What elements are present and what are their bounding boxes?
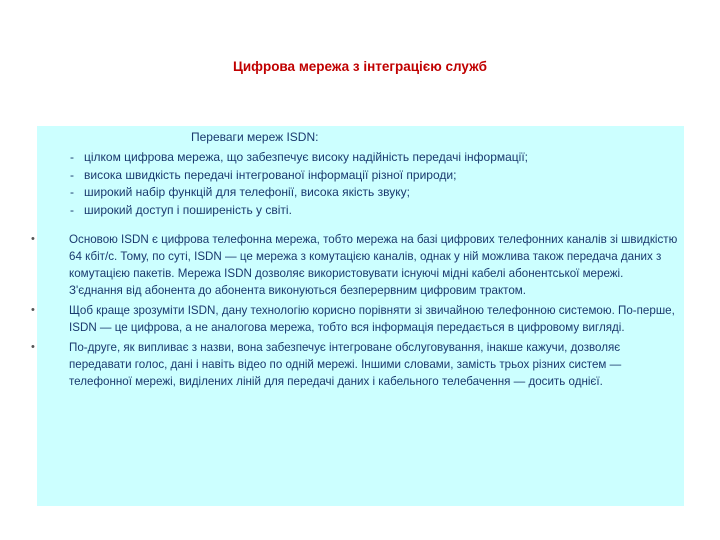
list-item (70, 167, 670, 185)
list-item (31, 302, 684, 336)
list-item (70, 184, 670, 202)
list-item (70, 149, 670, 167)
advantages-list (70, 149, 670, 219)
bullet-icon: • (31, 304, 35, 316)
slide-title: Цифрова мережа з інтеграцією служб (232, 59, 488, 74)
bullet-list (31, 231, 684, 393)
bullet-icon: • (31, 341, 35, 353)
advantage-text: широкий доступ і поширеність у світі. (84, 202, 292, 217)
bullet-text: Основою ISDN є цифрова телефонна мережа, тобто мережа на базі цифрових телефонних каналів зі швидкістю 64 кбіт/с. Тому, по суті, ISDN — це мережа з комутацією каналів, однак у ній можлива також передача даних з комутацією пакетів. Мережа ISDN дозволяє використовувати існуючі мідні кабелі абонентської мережі. З'єднання від абонента до абонента виконуються безперервним цифровим трактом. (69, 233, 678, 297)
advantage-text: цілком цифрова мережа, що забезпечує високу надійність передачі інформації; (84, 150, 529, 164)
dash-marker: - (70, 202, 74, 217)
list-item (31, 339, 684, 390)
dash-marker: - (70, 185, 74, 199)
advantages-heading: Переваги мереж ISDN: (191, 130, 319, 144)
advantage-text: широкий набір функцій для телефонії, висока якість звуку; (84, 185, 410, 199)
bullet-text: По-друге, як випливає з назви, вона забезпечує інтегроване обслуговування, інакше кажучи, дозволяє передавати голос, дані і навіть відео по одній мережі. Іншими словами, замість трьох різних систем — телефонної мережі, виділених ліній для передачі даних і кабельного телебачення — досить однієї. (69, 341, 622, 388)
dash-marker: - (70, 150, 74, 164)
bullet-text: Щоб краще зрозуміти ISDN, дану технологію корисно порівняти зі звичайною телефонною системою. По-перше, ISDN — це цифрова, а не аналогова мережа, тобто вся інформація передається в цифровому вигляді. (69, 304, 675, 334)
dash-marker: - (70, 167, 74, 182)
list-item (31, 231, 684, 299)
content-box (31, 126, 684, 506)
bullet-icon: • (31, 233, 35, 245)
advantage-text: висока швидкість передачі інтегрованої інформації різної природи; (84, 167, 457, 182)
list-item (70, 202, 670, 220)
